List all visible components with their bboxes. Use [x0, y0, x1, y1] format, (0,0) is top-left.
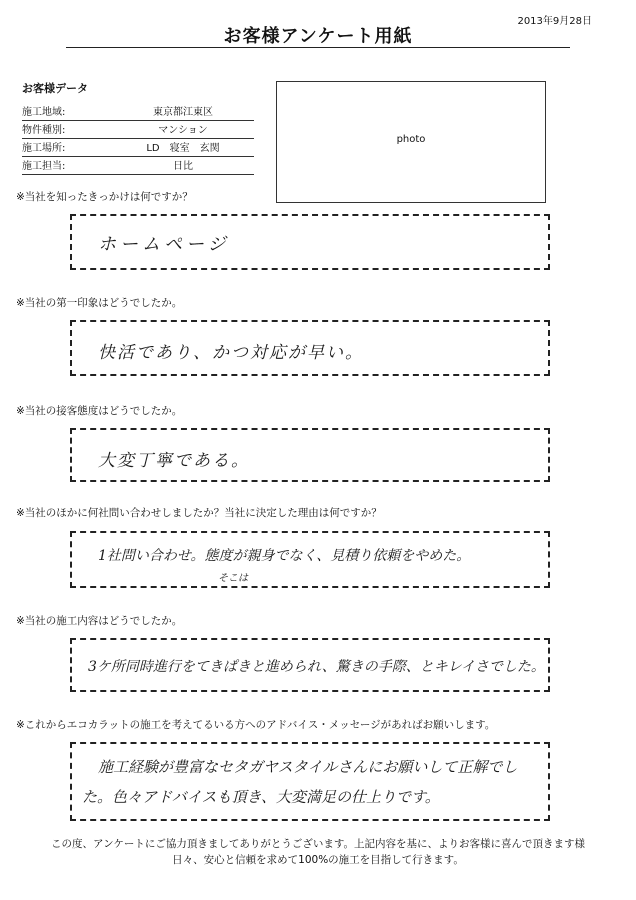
- field-label: 物件種別:: [22, 125, 66, 136]
- field-construction-place: [22, 139, 254, 157]
- customer-data-heading: お客様データ: [22, 82, 88, 95]
- question-4: ※当社のほかに何社問い合わせしましたか？当社に決定した理由は何ですか？: [16, 507, 382, 519]
- footer-line-2: 日々、安心と信頼を求めて100%の施工を目指して行きます。: [172, 854, 464, 866]
- answer-box-6: [70, 742, 550, 821]
- answer-text: 3ケ所同時進行をてきぱきと進められ、驚きの手際、とキレイさでした。: [88, 659, 545, 675]
- footer-line-1: この度、アンケートにご協力頂きましてありがとうございます。上記内容を基に、よりお客様に喜んで頂きます様: [50, 838, 586, 850]
- field-value: 東京都江東区: [153, 107, 213, 118]
- answer-text: ホームページ: [98, 234, 230, 255]
- field-property-type: [22, 121, 254, 139]
- photo-label: photo: [396, 134, 426, 145]
- question-1: ※当社を知ったきっかけは何ですか？: [16, 191, 193, 203]
- answer-box-5: [70, 638, 550, 692]
- answer-box-3: [70, 428, 550, 482]
- field-construction-area: [22, 103, 254, 121]
- field-construction-staff: [22, 157, 254, 175]
- question-6: ※これからエコカラットの施工を考えてるいる方へのアドバイス・メッセージがあればお願いします。: [16, 719, 496, 731]
- question-2: ※当社の第一印象はどうでしたか。: [16, 297, 183, 309]
- question-5: ※当社の施工内容はどうでしたか。: [16, 615, 183, 627]
- answer-annotation: そこは: [218, 573, 248, 584]
- answer-box-4: [70, 531, 550, 588]
- answer-text: 大変丁寧である。: [98, 451, 250, 471]
- title-underline: [66, 47, 570, 48]
- answer-text: 快活であり、かつ対応が早い。: [98, 343, 364, 363]
- photo-placeholder: [276, 81, 546, 203]
- field-label: 施工地域:: [22, 107, 66, 118]
- field-value: マンション: [158, 125, 208, 136]
- answer-text: た。色々アドバイスも頂き、大変満足の仕上りです。: [82, 788, 440, 806]
- field-value: LD 寝室 玄関: [146, 143, 220, 154]
- page-title: お客様アンケート用紙: [223, 26, 413, 47]
- answer-text: 施工経験が豊富なセタガヤスタイルさんにお願いして正解でし: [98, 758, 518, 776]
- answer-box-2: [70, 320, 550, 376]
- answer-box-1: [70, 214, 550, 270]
- field-label: 施工場所:: [22, 143, 66, 154]
- survey-date: 2013年9月28日: [517, 16, 592, 27]
- question-3: ※当社の接客態度はどうでしたか。: [16, 405, 183, 417]
- answer-text: 1社問い合わせ。態度が親身でなく、見積り依頼をやめた。: [98, 548, 471, 564]
- field-label: 施工担当:: [22, 161, 66, 172]
- field-value: 日比: [173, 161, 193, 172]
